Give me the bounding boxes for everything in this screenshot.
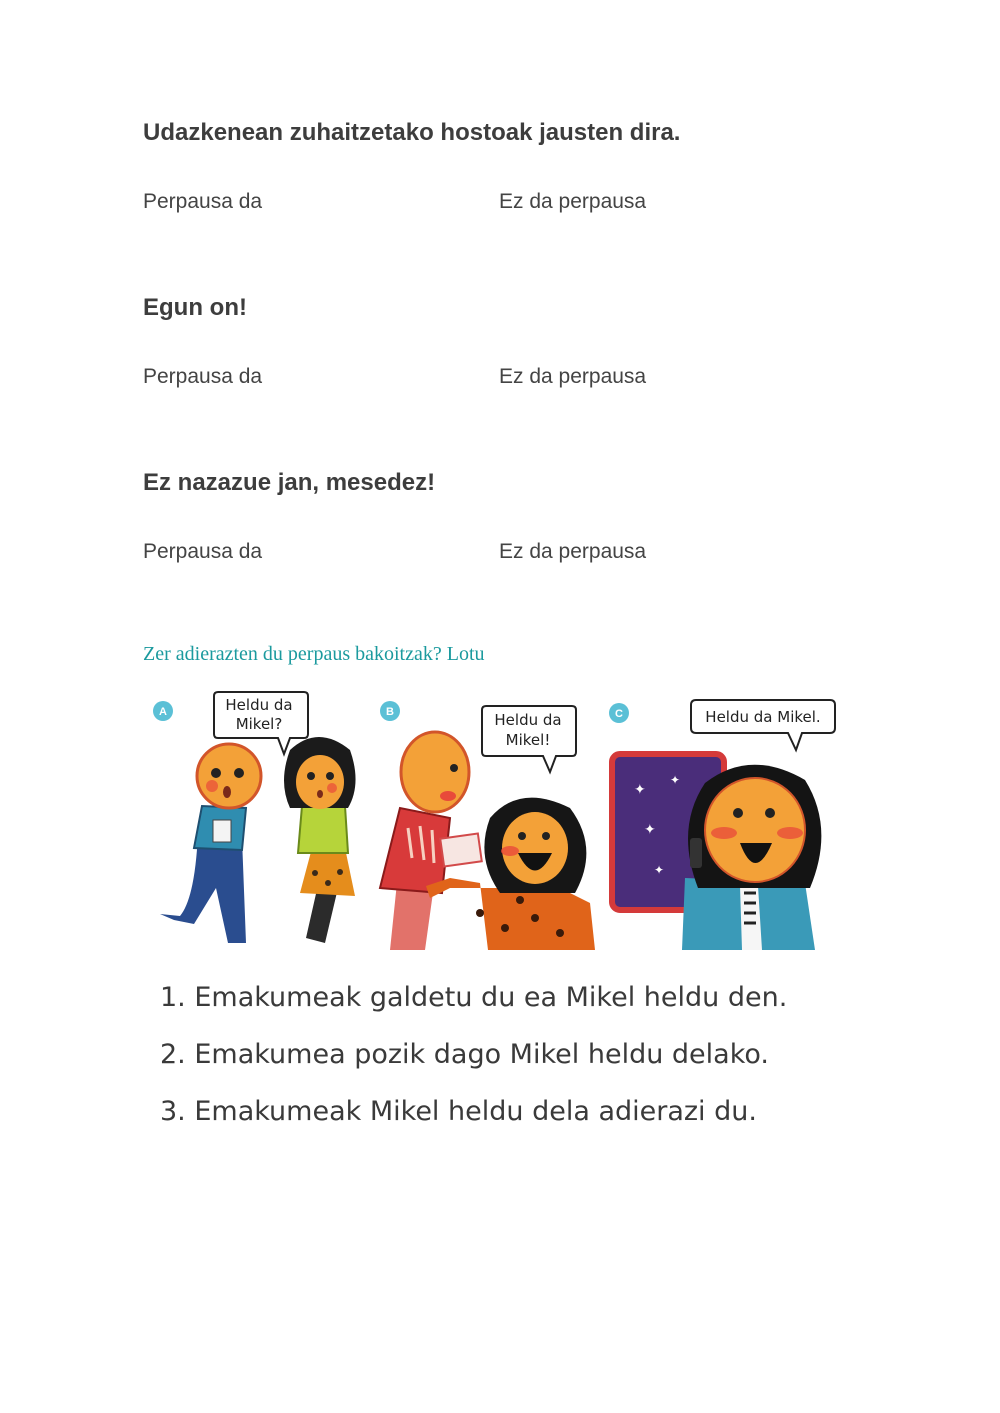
boy-figure-a	[160, 744, 261, 943]
statement-1[interactable]: 1. Emakumeak galdetu du ea Mikel heldu den.	[160, 982, 788, 1013]
option-perpausa-da-3[interactable]: Perpausa da	[143, 540, 263, 563]
bubble-a-line2: Mikel?	[235, 715, 283, 733]
svg-text:✦: ✦	[654, 863, 665, 877]
option-perpausa-da-1[interactable]: Perpausa da	[143, 190, 263, 213]
option-ez-da-perpausa-2[interactable]: Ez da perpausa	[499, 365, 647, 388]
svg-text:✦: ✦	[644, 821, 656, 837]
phone-icon	[690, 838, 702, 868]
comic-illustration	[150, 688, 860, 950]
badge-b-label: B	[386, 706, 394, 718]
speech-bubble-b	[482, 706, 576, 772]
svg-text:✦: ✦	[634, 781, 646, 797]
bubble-a-line1: Heldu da	[225, 696, 293, 714]
statement-2[interactable]: 2. Emakumea pozik dago Mikel heldu delako.	[160, 1039, 770, 1070]
panel-c	[609, 700, 835, 950]
sentence-2: Egun on!	[143, 294, 247, 321]
badge-c-label: C	[615, 708, 623, 720]
bubble-b-line2: Mikel!	[505, 731, 551, 749]
panel-b	[380, 701, 595, 950]
statement-list	[160, 978, 787, 1149]
sentence-1: Udazkenean zuhaitzetako hostoak jausten dira.	[143, 119, 681, 146]
badge-a-label: A	[159, 706, 167, 718]
sentence-3: Ez nazazue jan, mesedez!	[143, 469, 436, 496]
match-section-title: Zer adierazten du perpaus bakoitzak? Lotu	[143, 643, 485, 665]
panel-a	[153, 692, 356, 943]
bubble-b-line1: Heldu da	[494, 711, 562, 729]
option-perpausa-da-2[interactable]: Perpausa da	[143, 365, 263, 388]
girl-figure-a	[284, 737, 356, 943]
statement-3[interactable]: 3. Emakumeak Mikel heldu dela adierazi du.	[160, 1096, 757, 1127]
speech-bubble-c	[691, 700, 835, 750]
bubble-c-line1: Heldu da Mikel.	[705, 708, 821, 726]
option-ez-da-perpausa-1[interactable]: Ez da perpausa	[499, 190, 647, 213]
woman-figure-c	[682, 765, 821, 950]
svg-text:✦: ✦	[670, 773, 681, 787]
woman-figure-b	[426, 798, 595, 950]
man-figure-b	[380, 732, 482, 950]
option-ez-da-perpausa-3[interactable]: Ez da perpausa	[499, 540, 647, 563]
